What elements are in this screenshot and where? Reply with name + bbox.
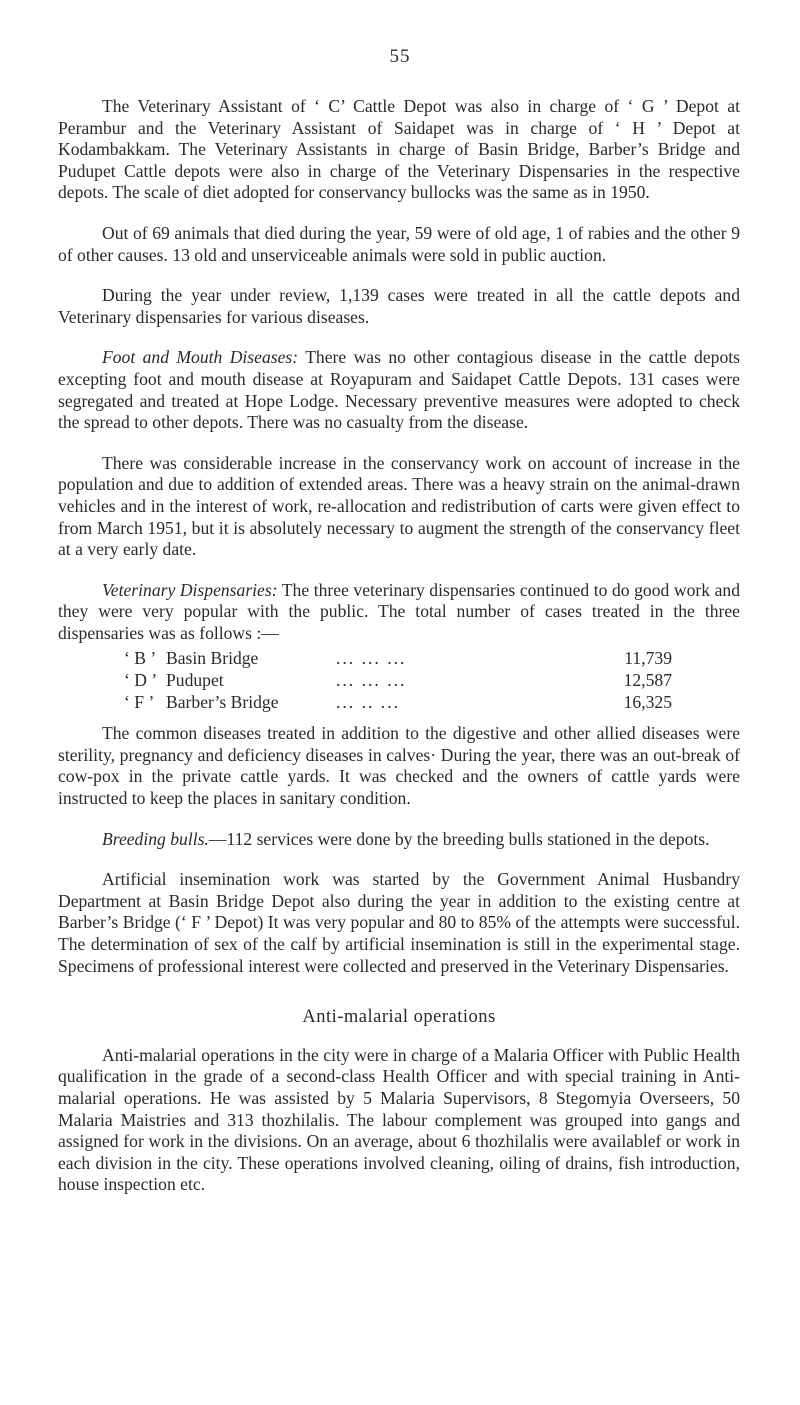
depot-name: Basin Bridge — [166, 648, 259, 669]
depot-name: Pudupet — [166, 670, 224, 691]
section-heading: Anti-malarial operations — [302, 1007, 496, 1028]
table-row — [124, 648, 672, 670]
case-count: 12,587 — [623, 670, 672, 691]
lead-dispensaries: Veterinary Dispensaries: — [102, 579, 278, 600]
text-foot-and-mouth: There was no other contagious disease in the cattle depots excepting foot and mouth disease at Royapuram and Saidapet Cattle Depots. 131 cases were segregated and treated at Hope Lodge. Necessary preventive measures were adopted to check the spread to other depots. There was no casualty from the disease. — [58, 347, 740, 433]
page-number: 55 — [389, 46, 411, 67]
lead-foot-and-mouth: Foot and Mouth Diseases: — [102, 347, 299, 368]
case-count: 11,739 — [624, 648, 672, 669]
text-breeding-bulls: —112 services were done by the breeding bulls stationed in the depots. — [208, 828, 710, 849]
depot-code: ‘ F ’ — [124, 691, 155, 712]
depot-name: Barber’s Bridge — [166, 691, 279, 712]
paragraph-common-diseases: The common diseases treated in addition to the digestive and other allied diseases were sterility, pregnancy and deficiency diseases in calves· During the year, there was an out-break of cow-pox in the private cattle yards. It was checked and the owners of cattle yards were instructed to keep the places in sanitary condition. — [58, 723, 740, 809]
dispensary-cases-table — [124, 648, 672, 713]
table-row — [124, 670, 672, 692]
paragraph-artificial-insemination: Artificial insemination work was started by the Government Animal Husbandry Department at Basin Bridge Depot also during the year in addition to the existing centre at Barber’s Bridge (‘ F ’ Depot) It was very popular and 80 to 85% of the attempts were successful. The determination of sex of the calf by artificial insemination is still in the experimental stage. Specimens of professional interest were collected and preserved in the Veterinary Dispensaries. — [58, 869, 740, 976]
lead-breeding-bulls: Breeding bulls. — [102, 828, 209, 849]
paragraph-foot-and-mouth — [58, 347, 740, 433]
paragraph-animal-deaths: Out of 69 animals that died during the year, 59 were of old age, 1 of rabies and the other 9 of other causes. 13 old and unserviceable animals were sold in public auction. — [58, 222, 740, 265]
body-text — [58, 96, 740, 1215]
leader-dots: ... ... ... — [336, 648, 407, 669]
paragraph-dispensaries — [58, 580, 740, 645]
paragraph-cattle-depots: The Veterinary Assistant of ‘ C’ Cattle Depot was also in charge of ‘ G ’ Depot at Perambur and the Veterinary Assistant of Saidapet was in charge of ‘ H ’ Depot at Kodambakkam. The Veterinary Assistants in charge of Basin Bridge, Barber’s Bridge and Pudupet Cattle depots were also in charge of the Veterinary Dispensaries in the respective depots. The scale of diet adopted for conservancy bullocks was the same as in 1950. — [58, 96, 740, 203]
paragraph-conservancy: There was considerable increase in the conservancy work on account of increase in the population and due to addition of extended areas. There was a heavy strain on the animal-drawn vehicles and in the interest of work, re-allocation and redistribution of carts were given effect to from March 1951, but it is absolutely necessary to augment the strength of the conservancy fleet at a very early date. — [58, 452, 740, 560]
paragraph-breeding-bulls — [58, 829, 740, 851]
table-row — [124, 692, 672, 714]
paragraph-anti-malarial: Anti-malarial operations in the city were in charge of a Malaria Officer with Public Health qualification in the grade of a second-class Health Officer and with special training in Anti- malarial operations. He was assisted by 5 Malaria Supervisors, 8 Stegomyia Overseers, 50 Malaria Maistries and 313 thozhilalis. The labour complement was grouped into gangs and assigned for work in the divisions. On an average, about 6 thozhilalis were availablef or work in each division in the city. These operations involved cleaning, oiling of drains, fish introduction, house inspection etc. — [58, 1044, 740, 1195]
text-dispensaries: The three veterinary dispensaries continued to do good work and they were very popular with the public. The total number of cases treated in the three dispensaries was as follows :— — [58, 579, 740, 643]
depot-code: ‘ B ’ — [124, 648, 157, 669]
paragraph-cases-treated: During the year under review, 1,139 cases were treated in all the cattle depots and Veterinary dispensaries for various diseases. — [58, 285, 740, 327]
leader-dots: ... .. ... — [336, 691, 400, 712]
leader-dots: ... ... ... — [336, 670, 407, 691]
depot-code: ‘ D ’ — [124, 670, 158, 691]
case-count: 16,325 — [623, 691, 672, 712]
